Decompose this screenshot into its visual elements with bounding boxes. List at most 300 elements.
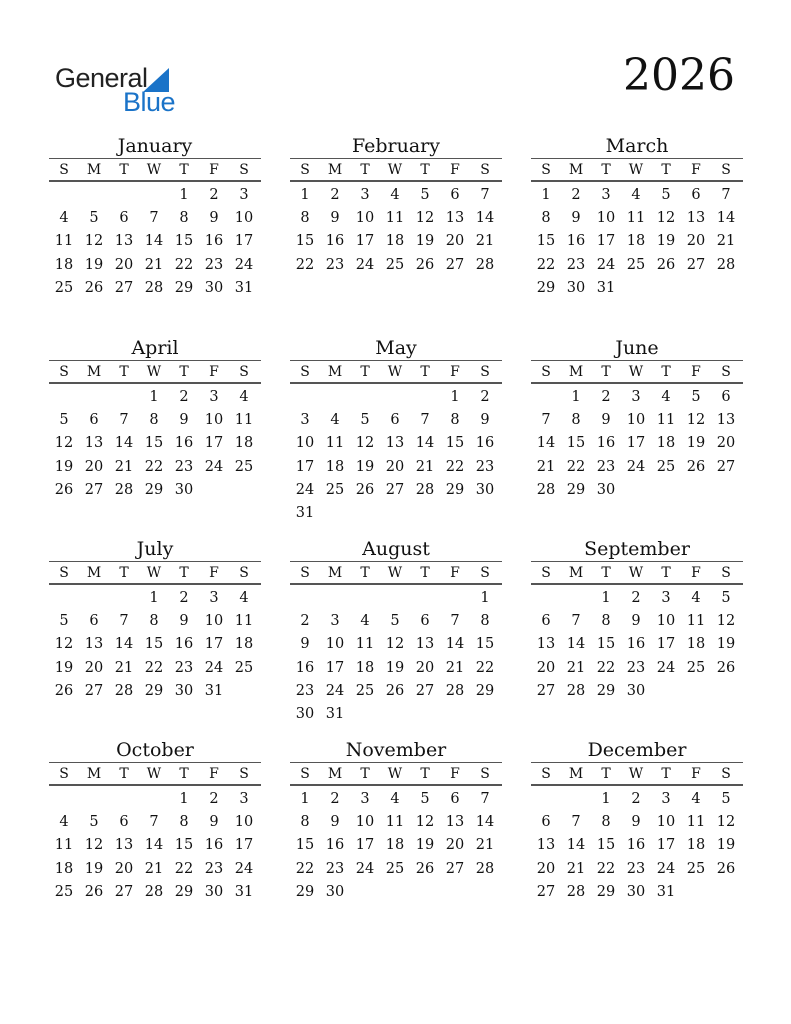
month-name: March [605,135,669,157]
day-cell: 19 [54,659,74,676]
day-cell: 1 [300,790,310,807]
day-cell: 6 [541,612,551,629]
day-cell: 15 [596,636,616,653]
day-cell: 27 [114,883,134,900]
week-row [290,609,502,632]
day-cell: 3 [661,790,671,807]
day-cell: 30 [566,279,586,296]
day-cell: 12 [385,636,405,653]
day-cell: 6 [541,813,551,830]
day-cell: 22 [536,256,556,273]
day-cell: 4 [631,186,641,203]
day-cell: 26 [716,659,736,676]
weekday-label: S [300,765,310,782]
week-row [531,183,743,206]
day-cell: 3 [661,589,671,606]
week-row [290,253,502,276]
day-cell: 28 [475,256,495,273]
day-cell: 14 [144,233,164,250]
weeks [49,182,261,299]
weekday-label: M [568,161,584,178]
month-february [290,135,502,276]
day-cell: 23 [325,860,345,877]
day-cell: 5 [390,612,400,629]
day-cell: 25 [686,659,706,676]
weekday-header [49,762,261,786]
day-cell: 26 [355,481,375,498]
day-cell: 27 [114,279,134,296]
week-row [531,787,743,810]
day-cell: 29 [174,279,194,296]
day-cell: 20 [84,458,104,475]
day-cell: 7 [450,612,460,629]
weekday-label: M [327,765,343,782]
day-cell: 14 [536,435,556,452]
day-cell: 1 [179,790,189,807]
day-cell: 20 [114,860,134,877]
day-cell: 11 [355,636,375,653]
day-cell: 9 [300,636,310,653]
month-name: July [136,538,174,560]
day-cell: 14 [566,837,586,854]
day-cell: 11 [54,233,74,250]
day-cell: 24 [204,458,224,475]
week-row [290,385,502,408]
week-row [290,408,502,431]
day-cell: 29 [445,481,465,498]
day-cell: 4 [330,411,340,428]
logo-general-text: General [55,63,148,93]
weeks [290,182,502,276]
day-cell: 3 [330,612,340,629]
day-cell: 14 [144,837,164,854]
weekday-label: S [480,564,490,581]
month-october [49,739,261,903]
day-cell: 8 [300,813,310,830]
day-cell: 23 [174,458,194,475]
day-cell: 13 [536,837,556,854]
day-cell: 25 [54,883,74,900]
logo-blue-text: Blue [123,87,176,117]
day-cell: 6 [89,612,99,629]
day-cell: 10 [656,612,676,629]
weekday-header [531,158,743,182]
day-cell: 4 [661,388,671,405]
weekday-label: S [239,161,249,178]
day-cell: 2 [209,790,219,807]
weeks [49,384,261,501]
month-name: December [587,739,687,761]
weekday-label: T [661,765,671,782]
weekday-header [49,360,261,384]
day-cell: 27 [385,481,405,498]
day-cell: 3 [209,589,219,606]
day-cell: 29 [566,481,586,498]
weeks [290,384,502,525]
week-row [290,787,502,810]
week-row [49,857,261,880]
weekday-label: M [86,161,102,178]
week-row [531,857,743,880]
week-row [531,656,743,679]
day-cell: 15 [566,435,586,452]
week-row [49,432,261,455]
weekday-label: S [59,765,69,782]
weekday-label: T [420,161,430,178]
day-cell: 19 [355,458,375,475]
day-cell: 21 [475,837,495,854]
day-cell: 9 [480,411,490,428]
week-row [290,633,502,656]
day-cell: 10 [234,813,254,830]
week-row [49,633,261,656]
weekday-label: F [209,161,219,178]
weekday-label: W [387,363,403,380]
day-cell: 19 [686,435,706,452]
weekday-label: S [721,765,731,782]
day-cell: 2 [179,589,189,606]
week-row [49,609,261,632]
day-cell: 19 [716,636,736,653]
day-cell: 5 [89,209,99,226]
day-cell: 8 [179,813,189,830]
weekday-label: T [119,161,129,178]
day-cell: 13 [114,837,134,854]
week-row [290,230,502,253]
weekday-label: T [420,363,430,380]
day-cell: 30 [204,883,224,900]
day-cell: 18 [385,233,405,250]
day-cell: 19 [415,233,435,250]
day-cell: 17 [656,636,676,653]
month-name: May [375,337,417,359]
day-cell: 29 [596,883,616,900]
day-cell: 10 [234,209,254,226]
weekday-label: W [146,161,162,178]
day-cell: 18 [626,233,646,250]
weekday-label: S [541,363,551,380]
day-cell: 3 [300,411,310,428]
day-cell: 6 [420,612,430,629]
weekday-label: S [239,363,249,380]
day-cell: 27 [536,883,556,900]
weekday-label: W [387,765,403,782]
day-cell: 1 [149,388,159,405]
day-cell: 31 [656,883,676,900]
day-cell: 23 [596,458,616,475]
day-cell: 29 [174,883,194,900]
day-cell: 12 [686,411,706,428]
week-row [290,857,502,880]
day-cell: 13 [686,209,706,226]
week-row [290,656,502,679]
day-cell: 22 [566,458,586,475]
weekday-label: F [691,564,701,581]
week-row [49,408,261,431]
day-cell: 10 [596,209,616,226]
day-cell: 11 [686,612,706,629]
day-cell: 18 [234,435,254,452]
day-cell: 9 [601,411,611,428]
day-cell: 1 [541,186,551,203]
week-row [49,455,261,478]
day-cell: 11 [626,209,646,226]
day-cell: 28 [445,682,465,699]
day-cell: 17 [204,636,224,653]
day-cell: 24 [204,659,224,676]
weekday-label: T [601,161,611,178]
day-cell: 10 [626,411,646,428]
week-row [531,478,743,501]
day-cell: 24 [656,659,676,676]
day-cell: 4 [390,186,400,203]
day-cell: 21 [415,458,435,475]
day-cell: 14 [415,435,435,452]
day-cell: 29 [475,682,495,699]
day-cell: 26 [54,481,74,498]
day-cell: 8 [601,813,611,830]
day-cell: 8 [571,411,581,428]
week-row [531,276,743,299]
day-cell: 4 [59,813,69,830]
weekday-label: M [568,363,584,380]
day-cell: 17 [626,435,646,452]
week-row [290,679,502,702]
day-cell: 30 [174,682,194,699]
day-cell: 6 [691,186,701,203]
day-cell: 28 [114,682,134,699]
day-cell: 29 [596,682,616,699]
weekday-label: S [480,765,490,782]
day-cell: 14 [114,435,134,452]
day-cell: 22 [596,860,616,877]
weekday-label: W [628,765,644,782]
day-cell: 25 [656,458,676,475]
day-cell: 25 [234,659,254,676]
day-cell: 10 [204,411,224,428]
day-cell: 5 [721,589,731,606]
day-cell: 30 [295,706,315,723]
day-cell: 1 [601,589,611,606]
day-cell: 27 [716,458,736,475]
weekday-label: S [59,363,69,380]
day-cell: 2 [571,186,581,203]
day-cell: 6 [721,388,731,405]
weekday-label: W [146,765,162,782]
day-cell: 23 [325,256,345,273]
day-cell: 5 [721,790,731,807]
day-cell: 17 [295,458,315,475]
day-cell: 21 [445,659,465,676]
day-cell: 31 [325,706,345,723]
day-cell: 31 [596,279,616,296]
weekday-header [531,561,743,585]
day-cell: 3 [239,790,249,807]
week-row [531,206,743,229]
day-cell: 18 [656,435,676,452]
day-cell: 31 [204,682,224,699]
day-cell: 16 [325,233,345,250]
day-cell: 8 [541,209,551,226]
day-cell: 1 [300,186,310,203]
weekday-label: T [179,564,189,581]
week-row [531,810,743,833]
day-cell: 10 [204,612,224,629]
day-cell: 5 [661,186,671,203]
day-cell: 22 [144,659,164,676]
day-cell: 26 [716,860,736,877]
weekday-label: M [86,564,102,581]
weekday-label: M [568,564,584,581]
day-cell: 29 [144,682,164,699]
day-cell: 22 [295,256,315,273]
month-name: October [116,739,194,761]
day-cell: 12 [84,233,104,250]
weekday-label: M [327,363,343,380]
day-cell: 3 [360,186,370,203]
day-cell: 21 [144,860,164,877]
day-cell: 9 [209,813,219,830]
week-row [290,586,502,609]
day-cell: 2 [179,388,189,405]
day-cell: 9 [330,813,340,830]
day-cell: 21 [114,659,134,676]
day-cell: 25 [54,279,74,296]
day-cell: 24 [295,481,315,498]
weeks [290,585,502,726]
day-cell: 18 [385,837,405,854]
weekday-label: S [480,161,490,178]
day-cell: 25 [355,682,375,699]
day-cell: 19 [84,860,104,877]
day-cell: 4 [239,589,249,606]
day-cell: 21 [566,659,586,676]
day-cell: 19 [84,256,104,273]
day-cell: 8 [149,411,159,428]
day-cell: 28 [536,481,556,498]
day-cell: 10 [656,813,676,830]
day-cell: 19 [385,659,405,676]
day-cell: 7 [571,612,581,629]
day-cell: 22 [295,860,315,877]
day-cell: 12 [716,612,736,629]
month-september [531,538,743,702]
weekday-label: F [209,765,219,782]
weekday-label: S [541,161,551,178]
day-cell: 30 [626,682,646,699]
day-cell: 27 [536,682,556,699]
day-cell: 16 [596,435,616,452]
day-cell: 2 [601,388,611,405]
weekday-label: T [420,765,430,782]
week-row [49,787,261,810]
week-row [290,478,502,501]
day-cell: 29 [144,481,164,498]
day-cell: 8 [480,612,490,629]
day-cell: 26 [84,279,104,296]
day-cell: 4 [59,209,69,226]
day-cell: 13 [114,233,134,250]
week-row [49,385,261,408]
day-cell: 19 [415,837,435,854]
day-cell: 2 [209,186,219,203]
day-cell: 9 [179,612,189,629]
week-row [531,408,743,431]
week-row [290,810,502,833]
month-name: September [584,538,690,560]
day-cell: 24 [626,458,646,475]
month-august [290,538,502,726]
day-cell: 31 [234,883,254,900]
weekday-label: T [661,564,671,581]
weekday-label: S [300,161,310,178]
day-cell: 17 [325,659,345,676]
day-cell: 10 [355,209,375,226]
weeks [290,786,502,903]
day-cell: 21 [716,233,736,250]
day-cell: 14 [475,813,495,830]
week-row [531,586,743,609]
weekday-label: F [209,564,219,581]
weekday-label: S [541,765,551,782]
week-row [49,206,261,229]
day-cell: 17 [234,233,254,250]
day-cell: 12 [54,435,74,452]
weekday-label: T [601,765,611,782]
day-cell: 26 [54,682,74,699]
day-cell: 22 [144,458,164,475]
month-name: November [345,739,447,761]
day-cell: 3 [631,388,641,405]
week-row [49,478,261,501]
day-cell: 28 [144,883,164,900]
day-cell: 30 [475,481,495,498]
week-row [290,432,502,455]
day-cell: 12 [656,209,676,226]
week-row [290,455,502,478]
week-row [290,702,502,725]
month-name: February [351,135,440,157]
weeks [49,585,261,702]
day-cell: 20 [536,860,556,877]
weekday-label: T [601,564,611,581]
weekday-label: M [86,363,102,380]
day-cell: 6 [390,411,400,428]
weekday-label: F [209,363,219,380]
month-july [49,538,261,702]
weeks [531,182,743,299]
day-cell: 1 [480,589,490,606]
day-cell: 4 [360,612,370,629]
day-cell: 28 [566,682,586,699]
year-title: 2026 [623,50,735,101]
day-cell: 16 [174,435,194,452]
day-cell: 23 [295,682,315,699]
day-cell: 10 [295,435,315,452]
day-cell: 12 [355,435,375,452]
day-cell: 7 [420,411,430,428]
weekday-header [531,762,743,786]
week-row [49,253,261,276]
weekday-header [531,360,743,384]
day-cell: 7 [721,186,731,203]
day-cell: 19 [54,458,74,475]
day-cell: 2 [631,790,641,807]
day-cell: 2 [330,790,340,807]
day-cell: 20 [84,659,104,676]
weekday-label: T [119,765,129,782]
day-cell: 12 [716,813,736,830]
